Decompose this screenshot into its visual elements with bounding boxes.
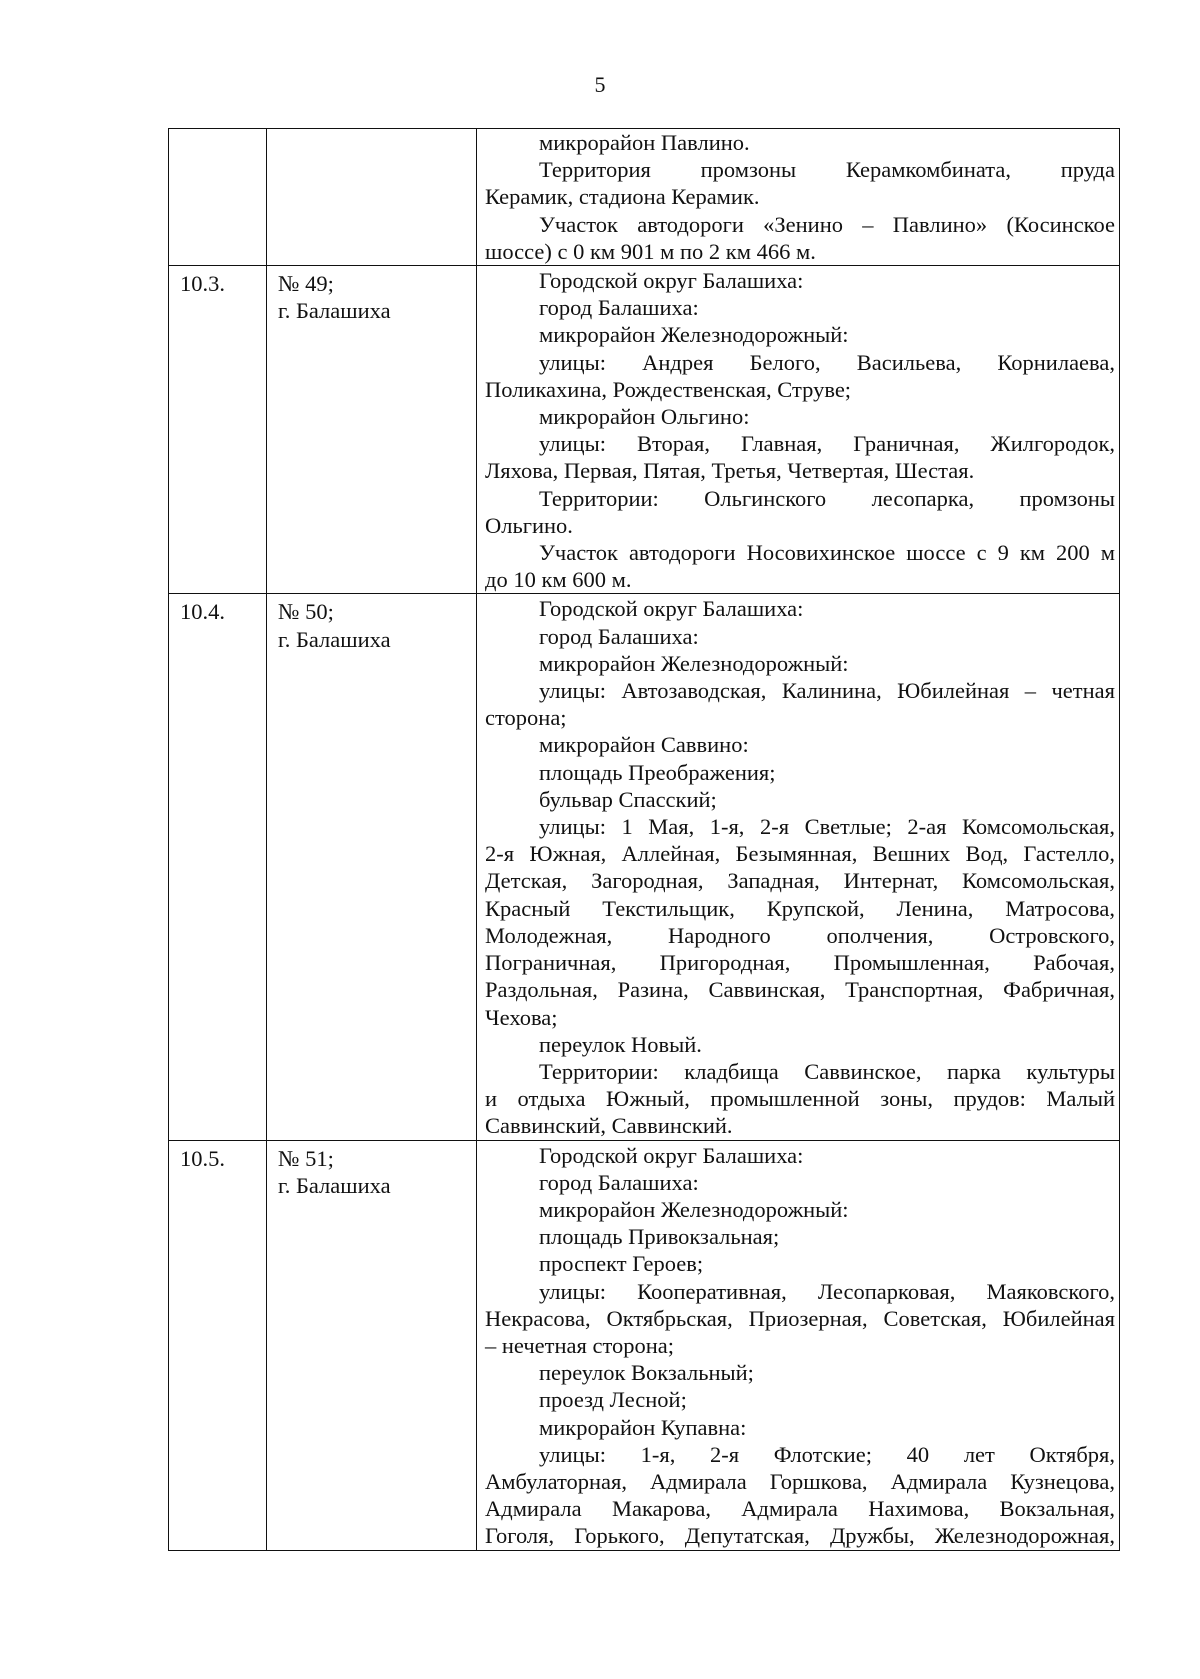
district-table [168,128,1120,1551]
row-number: 10.4. [169,594,267,1140]
description-line: Гоголя, Горького, Депутатская, Дружбы, Железнодорожная, [485,1523,1115,1549]
description-line: Ольгино. [485,512,573,538]
district-city: г. Балашиха [278,1172,391,1198]
table-row [169,266,1120,594]
district-name [267,594,477,1140]
description-line: Участок автодороги «Зенино – Павлино» (Косинское [539,211,1115,237]
description-line: 2-я Южная, Аллейная, Безымянная, Вешних Вод, Гастелло, [485,841,1115,867]
district-description [477,129,1120,266]
description-line: Городской округ Балашиха: [539,596,804,622]
row-number [169,129,267,266]
description-line: микрорайон Купавна: [539,1414,747,1440]
description-line: микрорайон Павлино. [539,130,750,155]
description-line: бульвар Спасский; [539,786,717,812]
district-number: № 51; [278,1145,334,1171]
description-line: Молодежная, Народного ополчения, Островского, [485,922,1115,948]
description-line: улицы: Вторая, Главная, Граничная, Жилгородок, [539,431,1115,457]
description-line: Пограничная, Пригородная, Промышленная, Рабочая, [485,950,1115,976]
description-line: улицы: Кооперативная, Лесопарковая, Маяковского, [539,1278,1115,1304]
description-line: Раздольная, Разина, Саввинская, Транспортная, Фабричная, [485,977,1115,1003]
description-line: улицы: 1-я, 2-я Флотские; 40 лет Октября, [539,1441,1115,1467]
district-description [477,1140,1120,1550]
description-line: Городской округ Балашиха: [539,268,804,294]
description-line: проезд Лесной; [539,1387,687,1413]
description-line: Некрасова, Октябрьская, Приозерная, Советская, Юбилейная [485,1305,1115,1331]
description-line: Адмирала Макарова, Адмирала Нахимова, Вокзальная, [485,1496,1115,1522]
district-description [477,266,1120,594]
description-line: и отдыха Южный, промышленной зоны, прудов: Малый [485,1086,1115,1112]
description-line: микрорайон Саввино: [539,732,749,758]
description-line: площадь Преображения; [539,759,776,785]
description-line: микрорайон Железнодорожный: [539,650,849,676]
description-line: до 10 км 600 м. [485,567,632,593]
page-number: 5 [594,72,606,97]
description-line: Детская, Загородная, Западная, Интернат, Комсомольская, [485,868,1115,894]
description-line: микрорайон Ольгино: [539,404,750,430]
description-line: проспект Героев; [539,1251,704,1277]
description-line: переулок Вокзальный; [539,1360,754,1386]
district-number: № 50; [278,599,334,625]
description-line: улицы: Автозаводская, Калинина, Юбилейная – четная [539,678,1115,704]
description-line: сторона; [485,705,567,731]
description-line: Амбулаторная, Адмирала Горшкова, Адмирала Кузнецова, [485,1468,1115,1494]
description-line: улицы: Андрея Белого, Васильева, Корнилаева, [539,349,1115,375]
description-line: Керамик, стадиона Керамик. [485,184,760,210]
description-line: Красный Текстильщик, Крупской, Ленина, Матросова, [485,895,1115,921]
description-line: микрорайон Железнодорожный: [539,1196,849,1222]
district-city: г. Балашиха [278,298,391,324]
description-line: переулок Новый. [539,1031,702,1057]
row-number: 10.5. [169,1140,267,1550]
description-line: Городской округ Балашиха: [539,1142,804,1168]
district-city: г. Балашиха [278,626,391,652]
description-line: город Балашиха: [539,623,699,649]
description-line: Территории: Ольгинского лесопарка, промзоны [539,485,1115,511]
district-description [477,594,1120,1140]
district-number: № 49; [278,271,334,297]
table-row [169,129,1120,266]
table-row [169,1140,1120,1550]
description-line: город Балашиха: [539,295,699,321]
description-line: город Балашиха: [539,1169,699,1195]
description-line: Саввинский, Саввинский. [485,1113,733,1139]
district-name [267,1140,477,1550]
description-line: Территория промзоны Керамкомбината, пруда [539,157,1115,183]
description-line: площадь Привокзальная; [539,1224,780,1250]
description-line: шоссе) с 0 км 901 м по 2 км 466 м. [485,238,816,264]
district-name [267,266,477,594]
description-line: Поликахина, Рождественская, Струве; [485,376,852,402]
table-row [169,594,1120,1140]
description-line: улицы: 1 Мая, 1-я, 2-я Светлые; 2-ая Комсомольская, [539,814,1115,840]
district-name [267,129,477,266]
description-line: Территории: кладбища Саввинское, парка культуры [539,1058,1115,1084]
description-line: микрорайон Железнодорожный: [539,322,849,348]
description-line: Ляхова, Первая, Пятая, Третья, Четвертая, Шестая. [485,458,975,484]
row-number: 10.3. [169,266,267,594]
description-line: Участок автодороги Носовихинское шоссе с 9 км 200 м [539,540,1115,566]
description-line: – нечетная сторона; [485,1332,675,1358]
description-line: Чехова; [485,1004,558,1030]
